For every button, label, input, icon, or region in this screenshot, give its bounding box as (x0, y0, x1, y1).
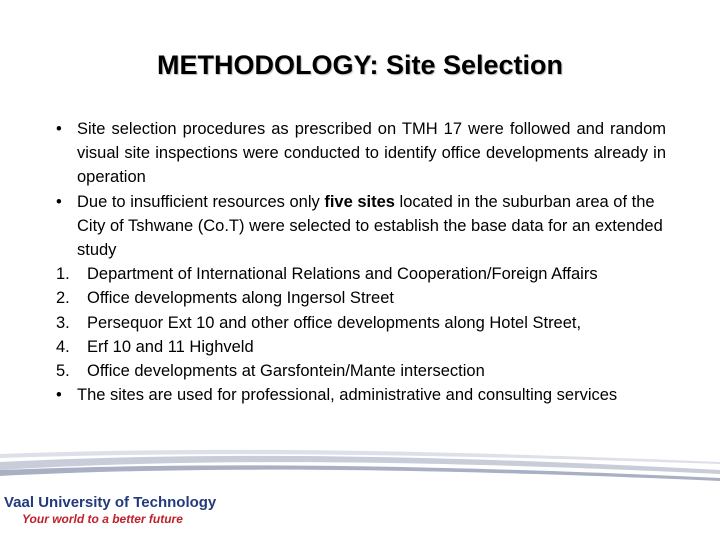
list-item (56, 190, 666, 263)
university-logo-name: Vaal University of Technology (4, 494, 217, 511)
list-item-text: Department of International Relations and Cooperation/Foreign Affairs (87, 265, 598, 284)
slide-title: METHODOLOGY: Site Selection (156, 50, 564, 80)
list-item-text-part: Due to insufficient resources only (77, 192, 325, 211)
list-item (56, 286, 666, 310)
bullet-marker: • (56, 386, 62, 405)
list-item (56, 383, 666, 407)
number-marker: 5. (56, 362, 70, 381)
list-item (56, 311, 666, 335)
number-marker: 3. (56, 313, 70, 332)
list-item-text (77, 190, 666, 263)
bullet-marker: • (56, 192, 62, 211)
list-item-text: Persequor Ext 10 and other office developments along Hotel Street, (87, 313, 582, 332)
emphasis-text: five sites (324, 192, 395, 211)
number-marker: 1. (56, 265, 70, 284)
list-item-text: Office developments at Garsfontein/Mante intersection (87, 362, 485, 381)
list-item-text-part: located in the suburban area of the City of Tshwane (Co.T) were selected to establish the base data for an extended study (77, 192, 663, 260)
list-item (56, 359, 666, 383)
footer-swoosh-decoration (0, 448, 720, 488)
number-marker: 4. (56, 337, 70, 356)
slide-body (56, 117, 666, 407)
list-item-text: Site selection procedures as prescribed on TMH 17 were followed and random visual site inspections were conducted to identify office developments already in operation (77, 120, 666, 187)
number-marker: 2. (56, 289, 70, 308)
university-logo-tagline: Your world to a better future (22, 512, 183, 526)
list-item (56, 335, 666, 359)
list-item-text: Office developments along Ingersol Street (87, 289, 394, 308)
bullet-marker: • (56, 120, 62, 138)
list-item-text: Erf 10 and 11 Highveld (87, 337, 254, 356)
list-item (56, 117, 666, 190)
list-item (56, 262, 666, 286)
list-item-text: The sites are used for professional, administrative and consulting services (77, 386, 618, 405)
